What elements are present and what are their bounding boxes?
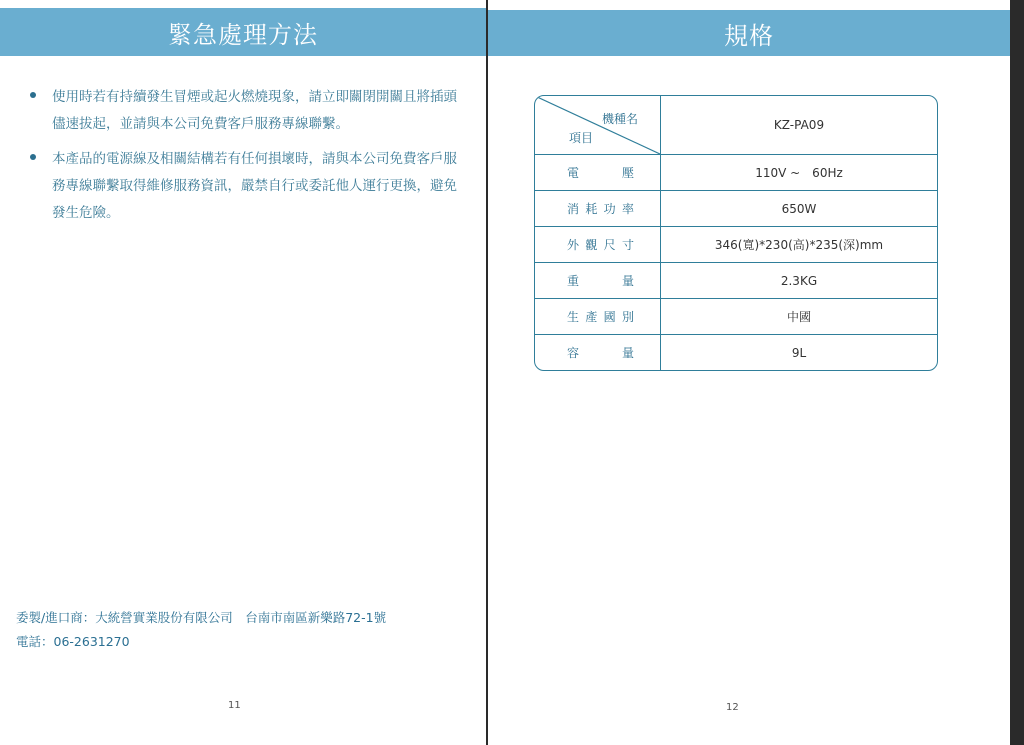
- manufacturer-line: 委製/進口商：大統營實業股份有限公司 台南市南區新樂路72-1號: [16, 610, 387, 625]
- bullet-text: 本產品的電源線及相關結構若有任何損壞時，請與本公司免費客戶服務專線聯繫取得維修服務資訊，嚴禁自行或委託他人運行更換，避免發生危險。: [52, 151, 457, 221]
- row-label: [535, 227, 661, 263]
- manufacturer-info: [16, 606, 386, 654]
- left-page-title: 緊急處理方法: [168, 20, 318, 49]
- list-item: [28, 84, 458, 138]
- row-value: 650W: [661, 191, 938, 227]
- label-char: 功: [603, 202, 616, 217]
- header-model-label: 機種名: [601, 112, 638, 126]
- right-page: [488, 0, 1010, 745]
- table-header-row: [535, 96, 937, 155]
- label-char: 尺: [603, 238, 616, 253]
- label-char: 產: [585, 310, 598, 325]
- header-item-label: 項目: [569, 131, 594, 145]
- row-label: [535, 299, 661, 335]
- bullet-dot-icon: [30, 154, 36, 160]
- label-char: 外: [567, 238, 580, 253]
- left-header-bar: [0, 8, 486, 56]
- table-row: [535, 155, 937, 191]
- table-row: [535, 263, 937, 299]
- row-value: 9L: [661, 335, 938, 370]
- label-char: 電: [567, 166, 580, 181]
- table-row: [535, 191, 937, 227]
- emergency-list: [28, 84, 458, 235]
- label-char: 率: [621, 202, 634, 217]
- table-row: [535, 299, 937, 335]
- label-char: 寸: [621, 238, 634, 253]
- table-row: [535, 335, 937, 370]
- phone-line: 電話：06-2631270: [16, 634, 130, 649]
- list-item: [28, 146, 458, 227]
- label-char: 別: [621, 310, 634, 325]
- row-value: 346(寬)*230(高)*235(深)mm: [661, 227, 938, 263]
- label-char: 生: [567, 310, 580, 325]
- diagonal-line-icon: [535, 96, 660, 154]
- label-char: 耗: [585, 202, 598, 217]
- page-number-left: 11: [228, 700, 241, 711]
- spec-table: [535, 96, 937, 370]
- left-page: [0, 0, 486, 745]
- diagonal-header-cell: [535, 96, 661, 155]
- row-label: [535, 191, 661, 227]
- spec-table-frame: [534, 95, 938, 371]
- label-char: 消: [567, 202, 580, 217]
- bullet-dot-icon: [30, 92, 36, 98]
- row-label: [535, 155, 661, 191]
- bullet-text: 使用時若有持續發生冒煙或起火燃燒現象，請立即關閉開關且將插頭儘速拔起，並請與本公司免費客戶服務專線聯繫。: [52, 89, 457, 132]
- right-page-title: 規格: [724, 21, 774, 50]
- label-char: 量: [621, 346, 634, 361]
- row-label: [535, 263, 661, 299]
- row-value: 2.3KG: [661, 263, 938, 299]
- table-row: [535, 227, 937, 263]
- row-value: 110V ~ 60Hz: [661, 155, 938, 191]
- row-value: 中國: [661, 299, 938, 335]
- label-char: 量: [621, 274, 634, 289]
- label-char: 國: [603, 310, 616, 325]
- right-header-bar: [488, 10, 1010, 56]
- label-char: 觀: [585, 238, 598, 253]
- label-char: 壓: [621, 166, 634, 181]
- label-char: 容: [567, 346, 580, 361]
- model-value: KZ-PA09: [773, 118, 825, 132]
- label-char: 重: [567, 274, 580, 289]
- page-number-right: 12: [726, 702, 739, 713]
- row-label: [535, 335, 661, 370]
